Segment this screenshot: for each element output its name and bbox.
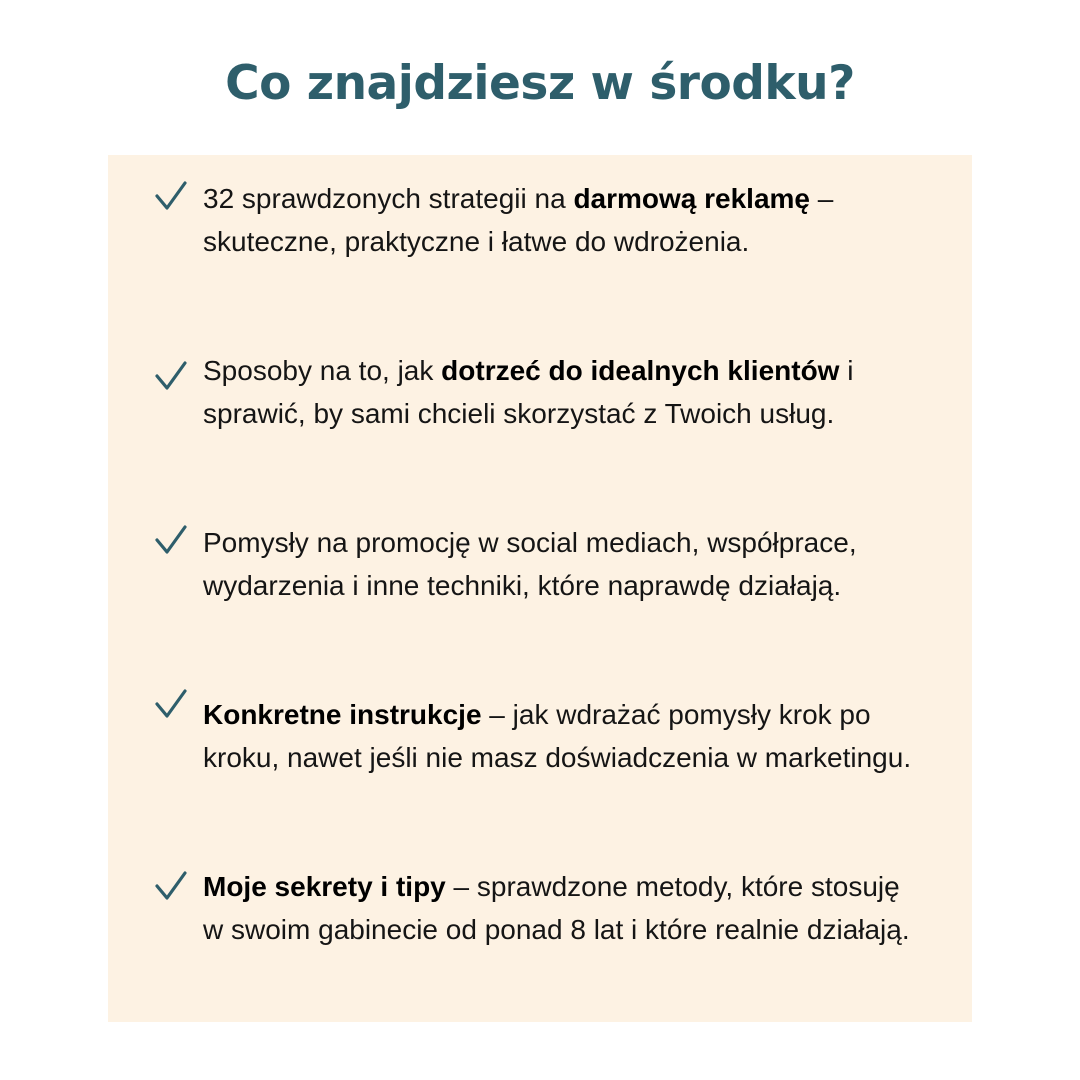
feature-text-post: – jak wdrażać pomysły krok po kroku, nawet jeśli nie masz doświadczenia w marketingu. bbox=[203, 699, 912, 773]
features-panel bbox=[108, 155, 972, 1022]
feature-text-post: – sprawdzone metody, które stosuję w swoim gabinecie od ponad 8 lat i które realnie działają. bbox=[203, 871, 910, 945]
feature-text bbox=[203, 349, 923, 435]
feature-text-pre: Pomysły na promocję w social mediach, współprace, wydarzenia i inne techniki, które naprawdę działają. bbox=[203, 527, 857, 601]
feature-text-post: – skuteczne, praktyczne i łatwe do wdrożenia. bbox=[203, 183, 834, 257]
checkmark-icon bbox=[154, 869, 188, 903]
feature-text-post: i sprawić, by sami chcieli skorzystać z Twoich usług. bbox=[203, 355, 854, 429]
feature-text-bold: Konkretne instrukcje bbox=[203, 699, 482, 730]
checkmark-icon bbox=[154, 687, 188, 721]
feature-text-pre: 32 sprawdzonych strategii na bbox=[203, 183, 574, 214]
checkmark-icon bbox=[154, 179, 188, 213]
feature-text bbox=[203, 693, 923, 779]
feature-text-bold: darmową reklamę bbox=[573, 183, 811, 214]
feature-text-bold: dotrzeć do idealnych klientów bbox=[441, 355, 840, 386]
checkmark-icon bbox=[154, 359, 188, 393]
feature-text bbox=[203, 521, 923, 607]
page-title: Co znajdziesz w środku? bbox=[225, 56, 855, 111]
feature-text-bold: Moje sekrety i tipy bbox=[203, 871, 446, 902]
checkmark-icon bbox=[154, 523, 188, 557]
feature-text bbox=[203, 865, 923, 951]
feature-text-pre: Sposoby na to, jak bbox=[203, 355, 442, 386]
feature-text bbox=[203, 177, 923, 263]
